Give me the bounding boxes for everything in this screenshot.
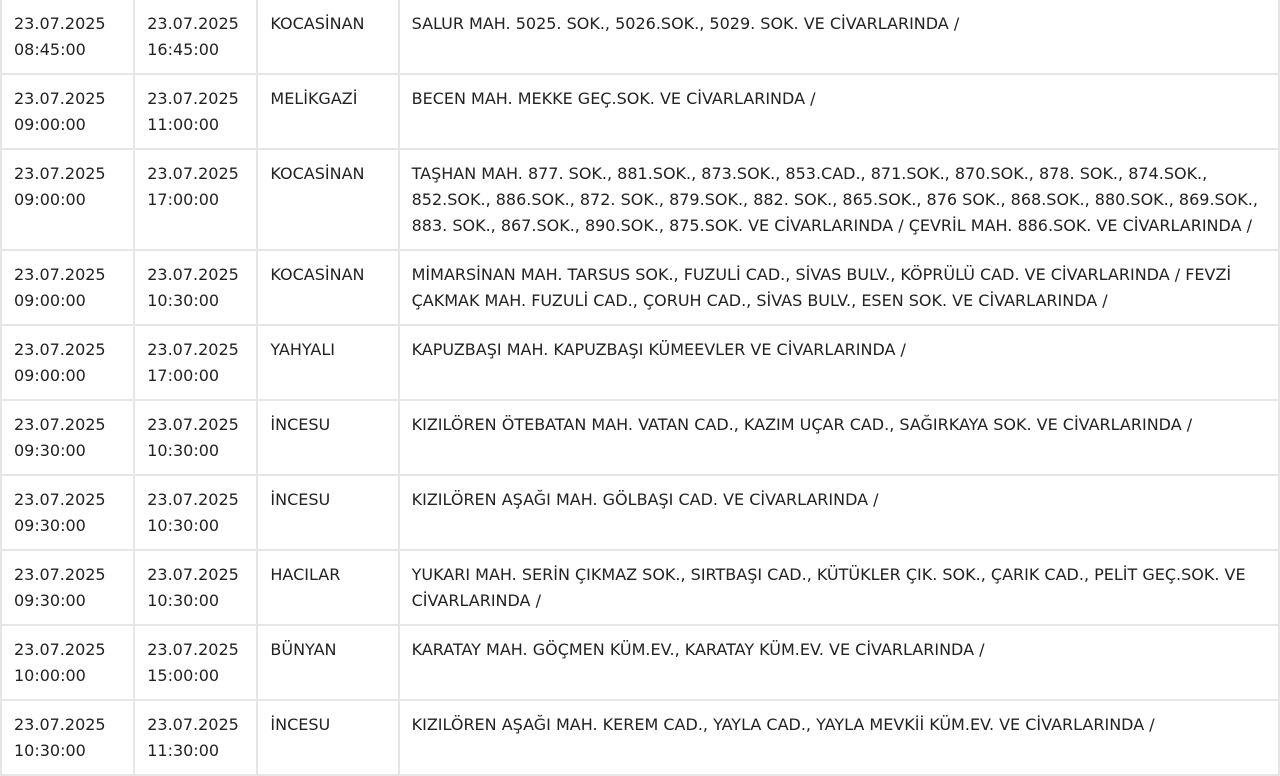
end-datetime-cell [135,701,256,774]
end-time: 10:30:00 [147,441,220,460]
table-row [2,401,1278,474]
start-time: 09:30:00 [14,516,86,535]
end-datetime-cell [135,0,256,73]
start-datetime-cell [2,251,133,324]
district-cell: KOCASİNAN [258,251,397,324]
start-datetime-cell [2,326,133,399]
end-time: 16:45:00 [147,40,220,59]
description-cell: KIZILÖREN AŞAĞI MAH. KEREM CAD., YAYLA CAD., YAYLA MEVKİİ KÜM.EV. VE CİVARLARINDA / [400,701,1278,774]
start-date: 23.07.2025 [14,565,106,584]
table-row [2,701,1278,774]
district-cell: MELİKGAZİ [258,75,397,148]
description-cell: MİMARSİNAN MAH. TARSUS SOK., FUZULİ CAD., SİVAS BULV., KÖPRÜLÜ CAD. VE CİVARLARINDA / FEVZİ ÇAKMAK MAH. FUZULİ CAD., ÇORUH CAD., SİVAS BULV., ESEN SOK. VE CİVARLARINDA / [400,251,1278,324]
start-time: 09:30:00 [14,591,86,610]
end-datetime-cell [135,401,256,474]
end-datetime-cell [135,251,256,324]
start-datetime-cell [2,626,133,699]
end-date: 23.07.2025 [147,164,239,183]
table-row [2,0,1278,73]
end-time: 10:30:00 [147,591,220,610]
district-cell: BÜNYAN [258,626,397,699]
start-date: 23.07.2025 [14,490,106,509]
start-time: 09:00:00 [14,190,86,209]
start-datetime-cell [2,0,133,73]
start-date: 23.07.2025 [14,415,106,434]
start-time: 10:00:00 [14,666,86,685]
start-date: 23.07.2025 [14,89,106,108]
end-time: 15:00:00 [147,666,220,685]
district-cell: İNCESU [258,401,397,474]
start-datetime-cell [2,701,133,774]
end-date: 23.07.2025 [147,14,239,33]
start-datetime-cell [2,401,133,474]
start-datetime-cell [2,75,133,148]
end-time: 11:30:00 [147,741,220,760]
end-time: 10:30:00 [147,291,220,310]
start-time: 09:00:00 [14,115,86,134]
end-date: 23.07.2025 [147,640,239,659]
end-time: 10:30:00 [147,516,220,535]
end-datetime-cell [135,626,256,699]
start-datetime-cell [2,476,133,549]
table-row [2,75,1278,148]
start-date: 23.07.2025 [14,340,106,359]
start-time: 10:30:00 [14,741,86,760]
end-datetime-cell [135,476,256,549]
district-cell: İNCESU [258,701,397,774]
end-datetime-cell [135,326,256,399]
end-time: 17:00:00 [147,190,220,209]
table-row [2,626,1278,699]
start-date: 23.07.2025 [14,640,106,659]
description-cell: SALUR MAH. 5025. SOK., 5026.SOK., 5029. SOK. VE CİVARLARINDA / [400,0,1278,73]
district-cell: KOCASİNAN [258,150,397,249]
end-date: 23.07.2025 [147,715,239,734]
end-datetime-cell [135,75,256,148]
description-cell: KAPUZBAŞI MAH. KAPUZBAŞI KÜMEEVLER VE CİVARLARINDA / [400,326,1278,399]
start-time: 08:45:00 [14,40,86,59]
description-cell: TAŞHAN MAH. 877. SOK., 881.SOK., 873.SOK., 853.CAD., 871.SOK., 870.SOK., 878. SOK., 874.SOK., 852.SOK., 886.SOK., 872. SOK., 879.SOK., 882. SOK., 865.SOK., 876 SOK., 868.SOK., 880.SOK., 869.SOK., 883. SOK., 867.SOK., 890.SOK., 875.SOK. VE CİVARLARINDA / ÇEVRİL MAH. 886.SOK. VE CİVARLARINDA / [400,150,1278,249]
table-row [2,150,1278,249]
description-cell: KIZILÖREN ÖTEBATAN MAH. VATAN CAD., KAZIM UÇAR CAD., SAĞIRKAYA SOK. VE CİVARLARINDA / [400,401,1278,474]
start-date: 23.07.2025 [14,14,106,33]
end-date: 23.07.2025 [147,340,239,359]
start-datetime-cell [2,551,133,624]
start-time: 09:00:00 [14,291,86,310]
district-cell: İNCESU [258,476,397,549]
start-time: 09:30:00 [14,441,86,460]
end-datetime-cell [135,551,256,624]
end-date: 23.07.2025 [147,89,239,108]
table-row [2,326,1278,399]
start-date: 23.07.2025 [14,164,106,183]
start-date: 23.07.2025 [14,265,106,284]
district-cell: YAHYALI [258,326,397,399]
start-datetime-cell [2,150,133,249]
description-cell: BECEN MAH. MEKKE GEÇ.SOK. VE CİVARLARINDA / [400,75,1278,148]
table-row [2,251,1278,324]
end-date: 23.07.2025 [147,265,239,284]
start-time: 09:00:00 [14,366,86,385]
end-date: 23.07.2025 [147,415,239,434]
description-cell: YUKARI MAH. SERİN ÇIKMAZ SOK., SIRTBAŞI CAD., KÜTÜKLER ÇIK. SOK., ÇARIK CAD., PELİT GEÇ.SOK. VE CİVARLARINDA / [400,551,1278,624]
district-cell: KOCASİNAN [258,0,397,73]
end-date: 23.07.2025 [147,490,239,509]
end-time: 11:00:00 [147,115,220,134]
end-time: 17:00:00 [147,366,220,385]
start-date: 23.07.2025 [14,715,106,734]
description-cell: KARATAY MAH. GÖÇMEN KÜM.EV., KARATAY KÜM.EV. VE CİVARLARINDA / [400,626,1278,699]
district-cell: HACILAR [258,551,397,624]
end-datetime-cell [135,150,256,249]
table-row [2,551,1278,624]
description-cell: KIZILÖREN AŞAĞI MAH. GÖLBAŞI CAD. VE CİVARLARINDA / [400,476,1278,549]
end-date: 23.07.2025 [147,565,239,584]
table-row [2,476,1278,549]
